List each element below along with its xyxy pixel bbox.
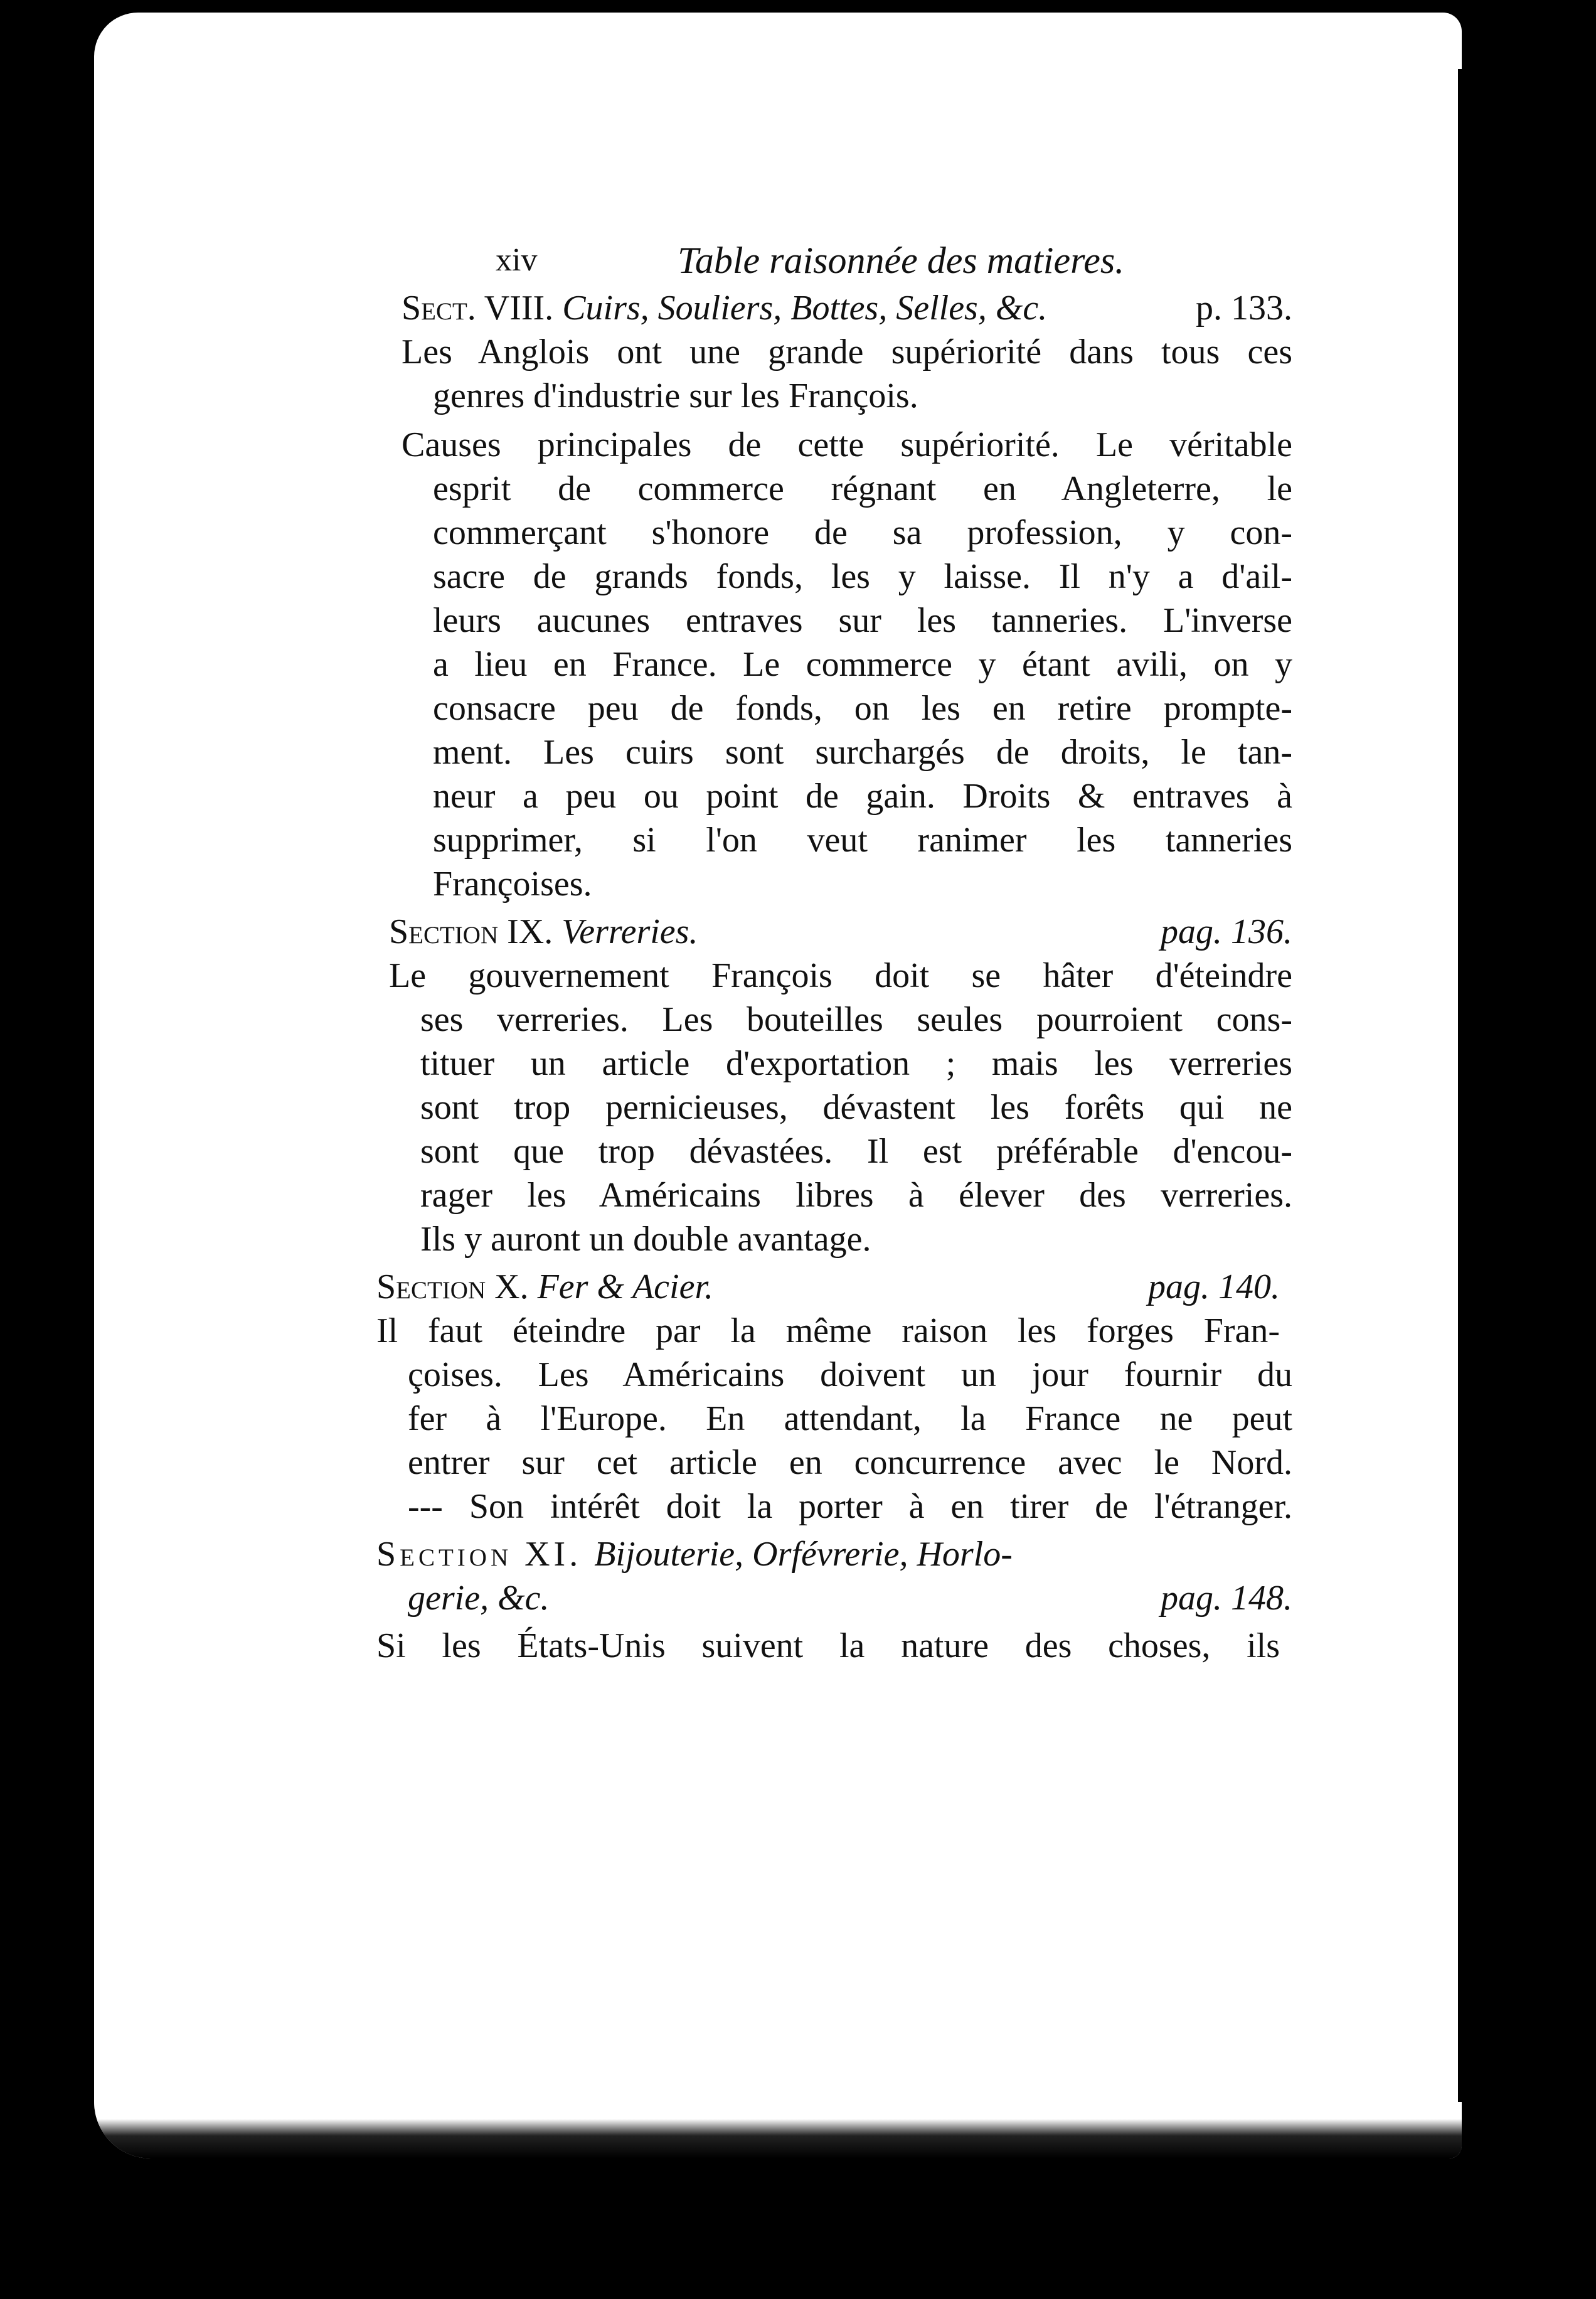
folio-number: xiv — [496, 242, 538, 278]
section-page: pag. 148. — [1161, 1579, 1292, 1618]
text-line: rager les Américains libres à élever des verreries. — [420, 1176, 1292, 1215]
section-label: Section XI. — [376, 1535, 582, 1574]
section-page: p. 133. — [1196, 289, 1292, 328]
text-line: entrer sur cet article en concurrence avec le Nord. — [408, 1443, 1292, 1482]
text-line: sont que trop dévastées. Il est préférable d'encou- — [420, 1132, 1292, 1171]
text-line: Françoises. — [433, 865, 592, 904]
text-line: leurs aucunes entraves sur les tanneries. L'inverse — [433, 601, 1292, 640]
text-line: Ils y auront un double avantage. — [420, 1220, 871, 1259]
text-line: ses verreries. Les bouteilles seules pourroient cons- — [420, 1000, 1292, 1039]
section-title: Verreries. — [561, 912, 698, 951]
page-edge-shadow — [1458, 69, 1462, 2152]
book-page — [94, 13, 1462, 2158]
section-title: Fer & Acier. — [537, 1267, 714, 1306]
text-line: consacre peu de fonds, on les en retire prompte- — [433, 689, 1292, 728]
text-line: sont trop pernicieuses, dévastent les forêts qui ne — [420, 1088, 1292, 1127]
text-line: fer à l'Europe. En attendant, la France ne peut — [408, 1399, 1292, 1438]
text-line: neur a peu ou point de gain. Droits & entraves à — [433, 777, 1292, 816]
running-head: Table raisonnée des matieres. — [678, 240, 1125, 281]
section-title: Cuirs, Souliers, Bottes, Selles, &c. — [562, 289, 1048, 328]
text-line: tituer un article d'exportation ; mais les verreries — [420, 1044, 1292, 1083]
text-line: Il faut éteindre par la même raison les forges Fran- — [376, 1311, 1280, 1350]
text-line: esprit de commerce régnant en Angleterre, le — [433, 469, 1292, 508]
text-line: commerçant s'honore de sa profession, y con- — [433, 513, 1292, 552]
text-line: Les Anglois ont une grande supériorité dans tous ces — [402, 333, 1292, 371]
text-line: Le gouvernement François doit se hâter d'éteindre — [389, 956, 1292, 995]
text-line: sacre de grands fonds, les y laisse. Il n'y a d'ail- — [433, 557, 1292, 596]
page-header — [389, 238, 1292, 282]
section-heading-cont — [389, 1576, 1292, 1620]
section-label: Section X. — [376, 1267, 529, 1306]
section-heading — [376, 1532, 1280, 1576]
section-page: pag. 140. — [1148, 1267, 1280, 1306]
section-heading — [389, 910, 1292, 954]
text-line: supprimer, si l'on veut ranimer les tanneries — [433, 821, 1292, 860]
page-text — [376, 238, 1292, 1668]
section-label: Section IX. — [389, 912, 553, 951]
page-bottom-edge — [94, 2102, 1462, 2158]
section-label: Sect. VIII. — [402, 289, 554, 328]
section-title-cont: gerie, &c. — [408, 1579, 550, 1618]
text-line: Si les États-Unis suivent la nature des choses, ils — [376, 1626, 1280, 1665]
section-page: pag. 136. — [1161, 912, 1292, 951]
section-heading — [389, 286, 1292, 330]
text-line: genres d'industrie sur les François. — [433, 376, 918, 415]
section-heading — [376, 1265, 1280, 1309]
text-line: a lieu en France. Le commerce y étant avili, on y — [433, 645, 1292, 684]
text-line: ment. Les cuirs sont surchargés de droits, le tan- — [433, 733, 1292, 772]
section-title: Bijouterie, Orfévrerie, Horlo- — [594, 1535, 1013, 1574]
text-line: Causes principales de cette supériorité. Le véritable — [402, 425, 1292, 464]
text-line: çoises. Les Américains doivent un jour fournir du — [408, 1355, 1292, 1394]
text-line: --- Son intérêt doit la porter à en tirer de l'étranger. — [408, 1487, 1292, 1526]
